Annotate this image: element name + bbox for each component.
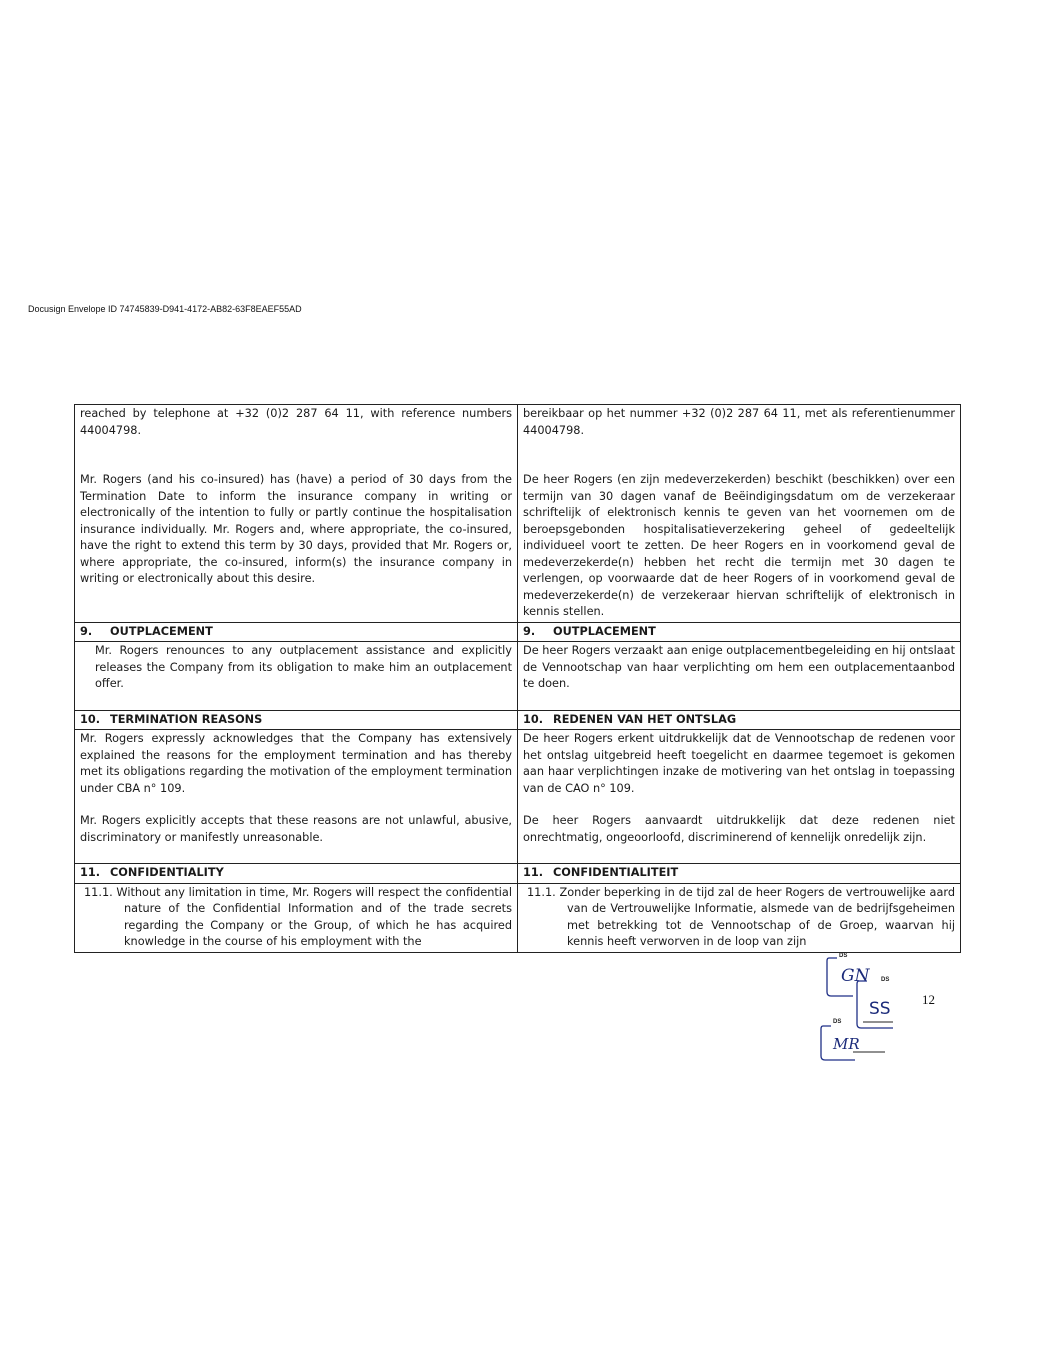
- bilingual-agreement-table: [74, 404, 961, 953]
- en-section-heading: 11. CONFIDENTIALITY: [75, 864, 518, 884]
- table-row: [75, 730, 961, 864]
- ds-label: DS: [839, 953, 848, 959]
- en-cell: [75, 642, 518, 711]
- en-text: reached by telephone at +32 (0)2 287 64 11, with reference numbers 44004798.: [80, 407, 512, 437]
- section-header-row: [75, 622, 961, 642]
- initials-signature: MR: [833, 1035, 860, 1053]
- initials-signature-block: [815, 953, 905, 1066]
- en-text: Mr. Rogers expressly acknowledges that the Company has extensively explained the reasons for the employment termination and has thereby met its obligations regarding the motivation of the employment termination under CBA n° 109.: [80, 732, 512, 795]
- page-number: 12: [922, 992, 935, 1007]
- section-header-row: [75, 864, 961, 884]
- nl-text: 11.1. Zonder beperking in de tijd zal de heer Rogers de vertrouwelijke aard van de Vertrouwelijke Informatie, alsmede van de bedrijfsgeheimen met betrekking tot de Vennootschap of de Groep, waarvan hij kennis heeft verworven in de loop van zijn: [527, 885, 955, 948]
- docusign-envelope-id: Docusign Envelope ID 74745839-D941-4172-AB82-63F8EAEF55AD: [28, 304, 302, 314]
- en-cell: [75, 730, 518, 864]
- en-cell: [75, 405, 518, 623]
- nl-section-heading: 11. CONFIDENTIALITEIT: [518, 864, 961, 884]
- nl-text: De heer Rogers (en zijn medeverzekerden) beschikt (beschikken) over een termijn van 30 dagen vanaf de Beëindigingsdatum om de verzekeraar schriftelijk of elektronisch kennis te geven van het voornemen om de beroepsgebonden hospitalisatieverzekering geheel of gedeeltelijk individueel voort te zetten. De heer Rogers en in voorkomend geval de medeverzekerde(n) hebben het recht die termijn met 30 dagen te verlengen, op voorwaarde dat de heer Rogers of in voorkomend geval de medeverzekerde(n) de verzekeraar hiervan schriftelijk of elektronisch in kennis stellen.: [523, 473, 955, 618]
- nl-text: bereikbaar op het nummer +32 (0)2 287 64 11, met als referentienummer 44004798.: [523, 407, 955, 437]
- en-text: Mr. Rogers renounces to any outplacement assistance and explicitly releases the Company from its obligation to make him an outplacement offer.: [95, 644, 512, 690]
- nl-section-heading: 9. OUTPLACEMENT: [518, 622, 961, 642]
- en-section-heading: 10. TERMINATION REASONS: [75, 710, 518, 730]
- en-cell: [75, 883, 518, 952]
- section-header-row: [75, 710, 961, 730]
- en-text: Mr. Rogers explicitly accepts that these reasons are not unlawful, abusive, discriminatory or manifestly unreasonable.: [80, 814, 512, 844]
- nl-cell: [518, 642, 961, 711]
- table-row: [75, 642, 961, 711]
- en-text: Mr. Rogers (and his co-insured) has (have) a period of 30 days from the Termination Date to inform the insurance company in writing or electronically of the intention to fully or partly continue the hospitalisation insurance individually. Mr. Rogers and, where appropriate, the co-insured, have the right to extend this term by 30 days, provided that Mr. Rogers or, where appropriate, the co-insured, inform(s) the insurance company in writing or electronically about this desire.: [80, 473, 512, 585]
- ds-label: DS: [881, 977, 890, 983]
- initials-signature: GN: [841, 966, 870, 986]
- ds-label: DS: [833, 1019, 842, 1025]
- nl-cell: [518, 883, 961, 952]
- nl-cell: [518, 730, 961, 864]
- nl-text: De heer Rogers erkent uitdrukkelijk dat de Vennootschap de redenen voor het ontslag uitgebreid heeft toegelicht en daarmee tegemoet is gekomen aan haar verplichtingen inzake de motivering van het ontslag in toepassing van de CAO n° 109.: [523, 732, 955, 795]
- initials-signature: SS: [869, 999, 891, 1019]
- en-section-heading: 9. OUTPLACEMENT: [75, 622, 518, 642]
- nl-cell: [518, 405, 961, 623]
- table-row: [75, 883, 961, 952]
- nl-section-heading: 10. REDENEN VAN HET ONTSLAG: [518, 710, 961, 730]
- table-row: [75, 405, 961, 623]
- en-text: 11.1. Without any limitation in time, Mr. Rogers will respect the confidential nature of the Confidential Information and of the trade secrets regarding the Company or the Group, of which he has acquired knowledge in the course of his employment with the: [84, 885, 512, 948]
- nl-text: De heer Rogers verzaakt aan enige outplacementbegeleiding en hij ontslaat de Vennootschap van haar verplichting om hem een outplacementaanbod te doen.: [523, 644, 955, 690]
- nl-text: De heer Rogers aanvaardt uitdrukkelijk dat deze redenen niet onrechtmatig, ongeoorloofd, discriminerend of kennelijk onredelijk zijn.: [523, 814, 955, 844]
